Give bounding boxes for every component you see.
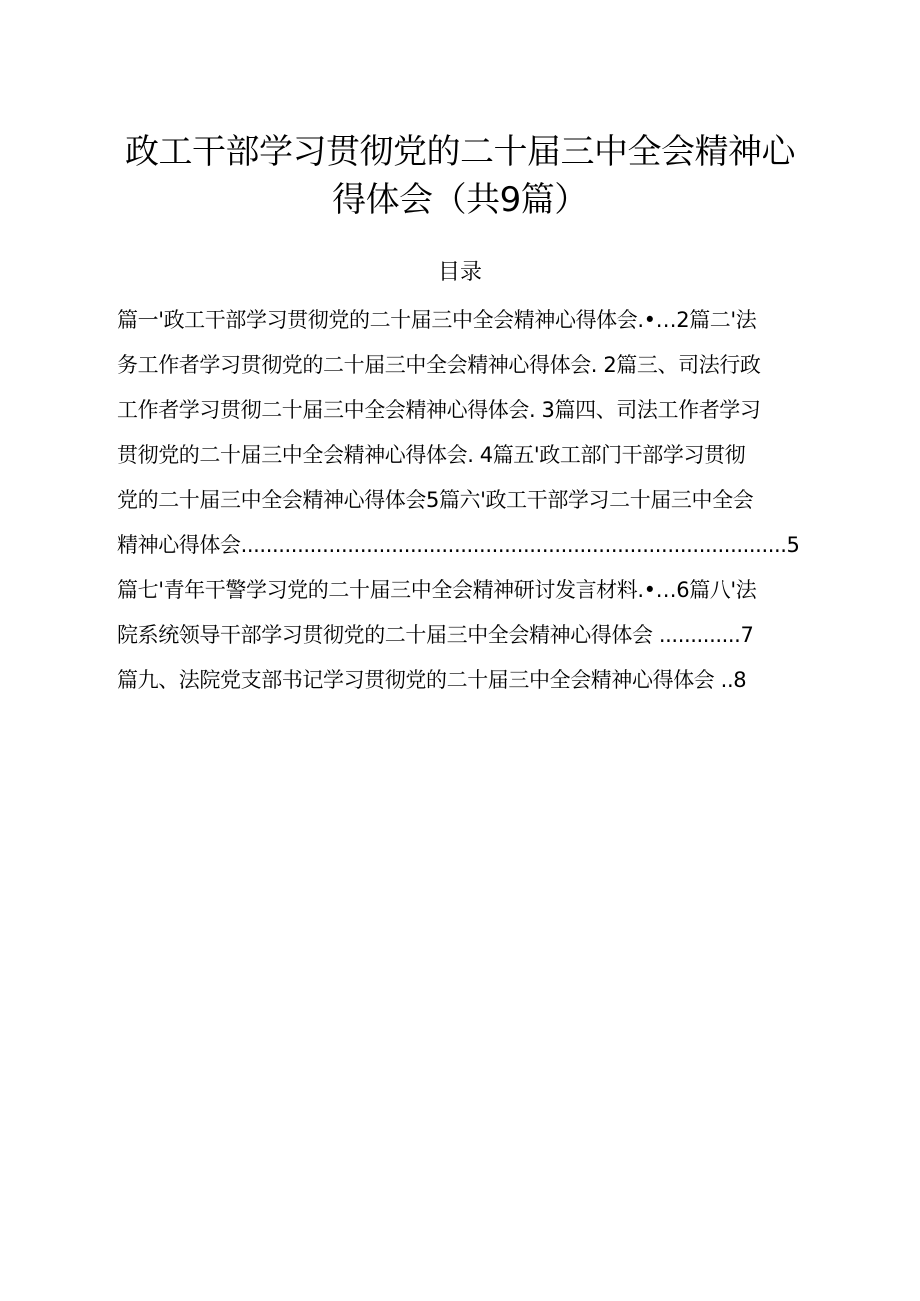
toc-line: 精神心得体会.......................................................................................5: [117, 533, 800, 557]
toc-line: 贯彻党的二十届三中全会精神心得体会. 4篇五'政工部门干部学习贯彻: [117, 443, 746, 467]
table-of-contents: [117, 298, 837, 703]
toc-line: 篇九、法院党支部书记学习贯彻党的二十届三中全会精神心得体会 ..8: [117, 668, 747, 692]
toc-heading: 目录: [437, 260, 482, 285]
toc-line: 院系统领导干部学习贯彻党的二十届三中全会精神心得体会 .............7: [117, 623, 754, 647]
title-line-2: 得体会（共9篇）: [332, 180, 588, 220]
toc-line: 篇一'政工干部学习贯彻党的二十届三中全会精神心得体会.•…2篇二'法: [117, 308, 757, 332]
toc-line: 工作者学习贯彻二十届三中全会精神心得体会. 3篇四、司法工作者学习: [117, 398, 761, 422]
title-line-1: 政工干部学习贯彻党的二十届三中全会精神心: [125, 132, 795, 172]
toc-line: 篇七'青年干警学习党的二十届三中全会精神研讨发言材料.•…6篇八'法: [117, 578, 757, 602]
toc-line: 党的二十届三中全会精神心得体会5篇六'政工干部学习二十届三中全会: [117, 488, 754, 512]
document-title: [110, 128, 810, 224]
toc-line: 务工作者学习贯彻党的二十届三中全会精神心得体会. 2篇三、司法行政: [117, 353, 761, 377]
